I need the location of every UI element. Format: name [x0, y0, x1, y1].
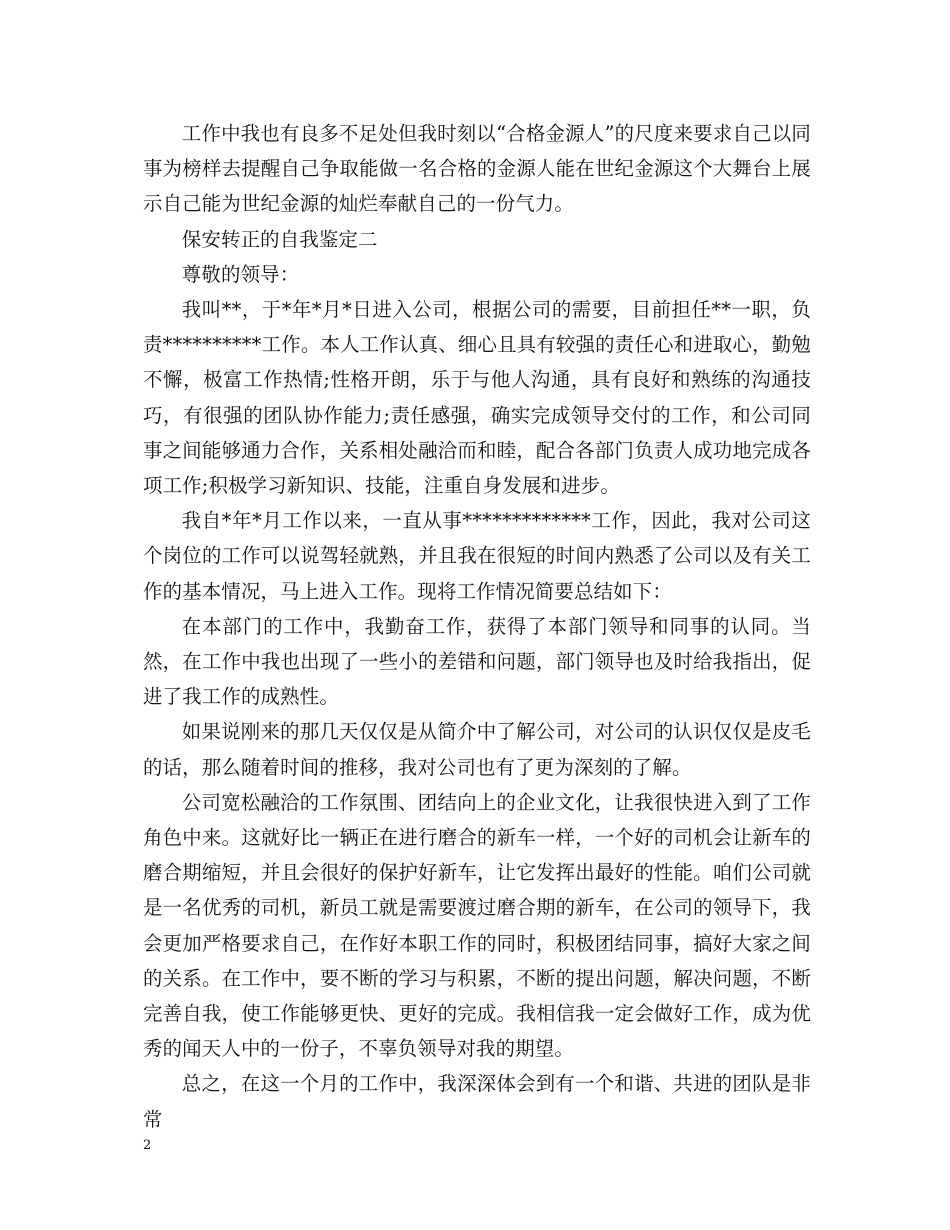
salutation: 尊敬的领导： — [181, 262, 300, 286]
paragraph-intro: 工作中我也有良多不足处但我时刻以“合格金源人”的尺度来要求自己以同事为榜样去提醒自己争取能做一名合格的金源人能在世纪金源这个大舞台上展示自己能为世纪金源的灿烂奉献自己的一份气力。 — [143, 122, 811, 216]
section-heading: 保安转正的自我鉴定二 — [181, 227, 378, 251]
paragraph-self-introduction: 我叫**，于*年*月*日进入公司，根据公司的需要，目前担任**一职，负责**********工作。本人工作认真、细心且具有较强的责任心和进取心，勤勉不懈，极富工作热情;性格开朗，乐于与他人沟通，具有良好和熟练的沟通技巧，有很强的团队协作能力;责任感强，确实完成领导交付的工作，和公司同事之间能够通力合作，关系相处融洽而和睦，配合各部门负责人成功地完成各项工作;积极学习新知识、技能，注重自身发展和进步。 — [143, 298, 811, 498]
paragraph-department-work: 在本部门的工作中，我勤奋工作，获得了本部门领导和同事的认同。当然，在工作中我也出现了一些小的差错和问题，部门领导也及时给我指出，促进了我工作的成熟性。 — [143, 614, 811, 709]
document-body — [143, 116, 811, 1137]
page-number: 2 — [143, 1138, 152, 1153]
paragraph-understanding: 如果说刚来的那几天仅仅是从简介中了解公司，对公司的认识仅仅是皮毛的话，那么随着时间的推移，我对公司也有了更为深刻的了解。 — [143, 720, 811, 779]
paragraph-conclusion: 总之，在这一个月的工作中，我深深体会到有一个和谐、共进的团队是非常 — [143, 1072, 811, 1131]
paragraph-work-history: 我自*年*月工作以来，一直从事*************工作，因此，我对公司这个岗位的工作可以说驾轻就熟，并且我在很短的时间内熟悉了公司以及有关工作的基本情况，马上进入工作。现将工作情况简要总结如下： — [143, 509, 811, 603]
paragraph-company-culture: 公司宽松融洽的工作氛围、团结向上的企业文化，让我很快进入到了工作角色中来。这就好比一辆正在进行磨合的新车一样，一个好的司机会让新车的磨合期缩短，并且会很好的保护好新车，让它发挥出最好的性能。咱们公司就是一名优秀的司机，新员工就是需要渡过磨合期的新车，在公司的领导下，我会更加严格要求自己，在作好本职工作的同时，积极团结同事，搞好大家之间的关系。在工作中，要不断的学习与积累，不断的提出问题，解决问题，不断完善自我，使工作能够更快、更好的完成。我相信我一定会做好工作，成为优秀的闻天人中的一份子，不辜负领导对我的期望。 — [143, 790, 811, 1061]
